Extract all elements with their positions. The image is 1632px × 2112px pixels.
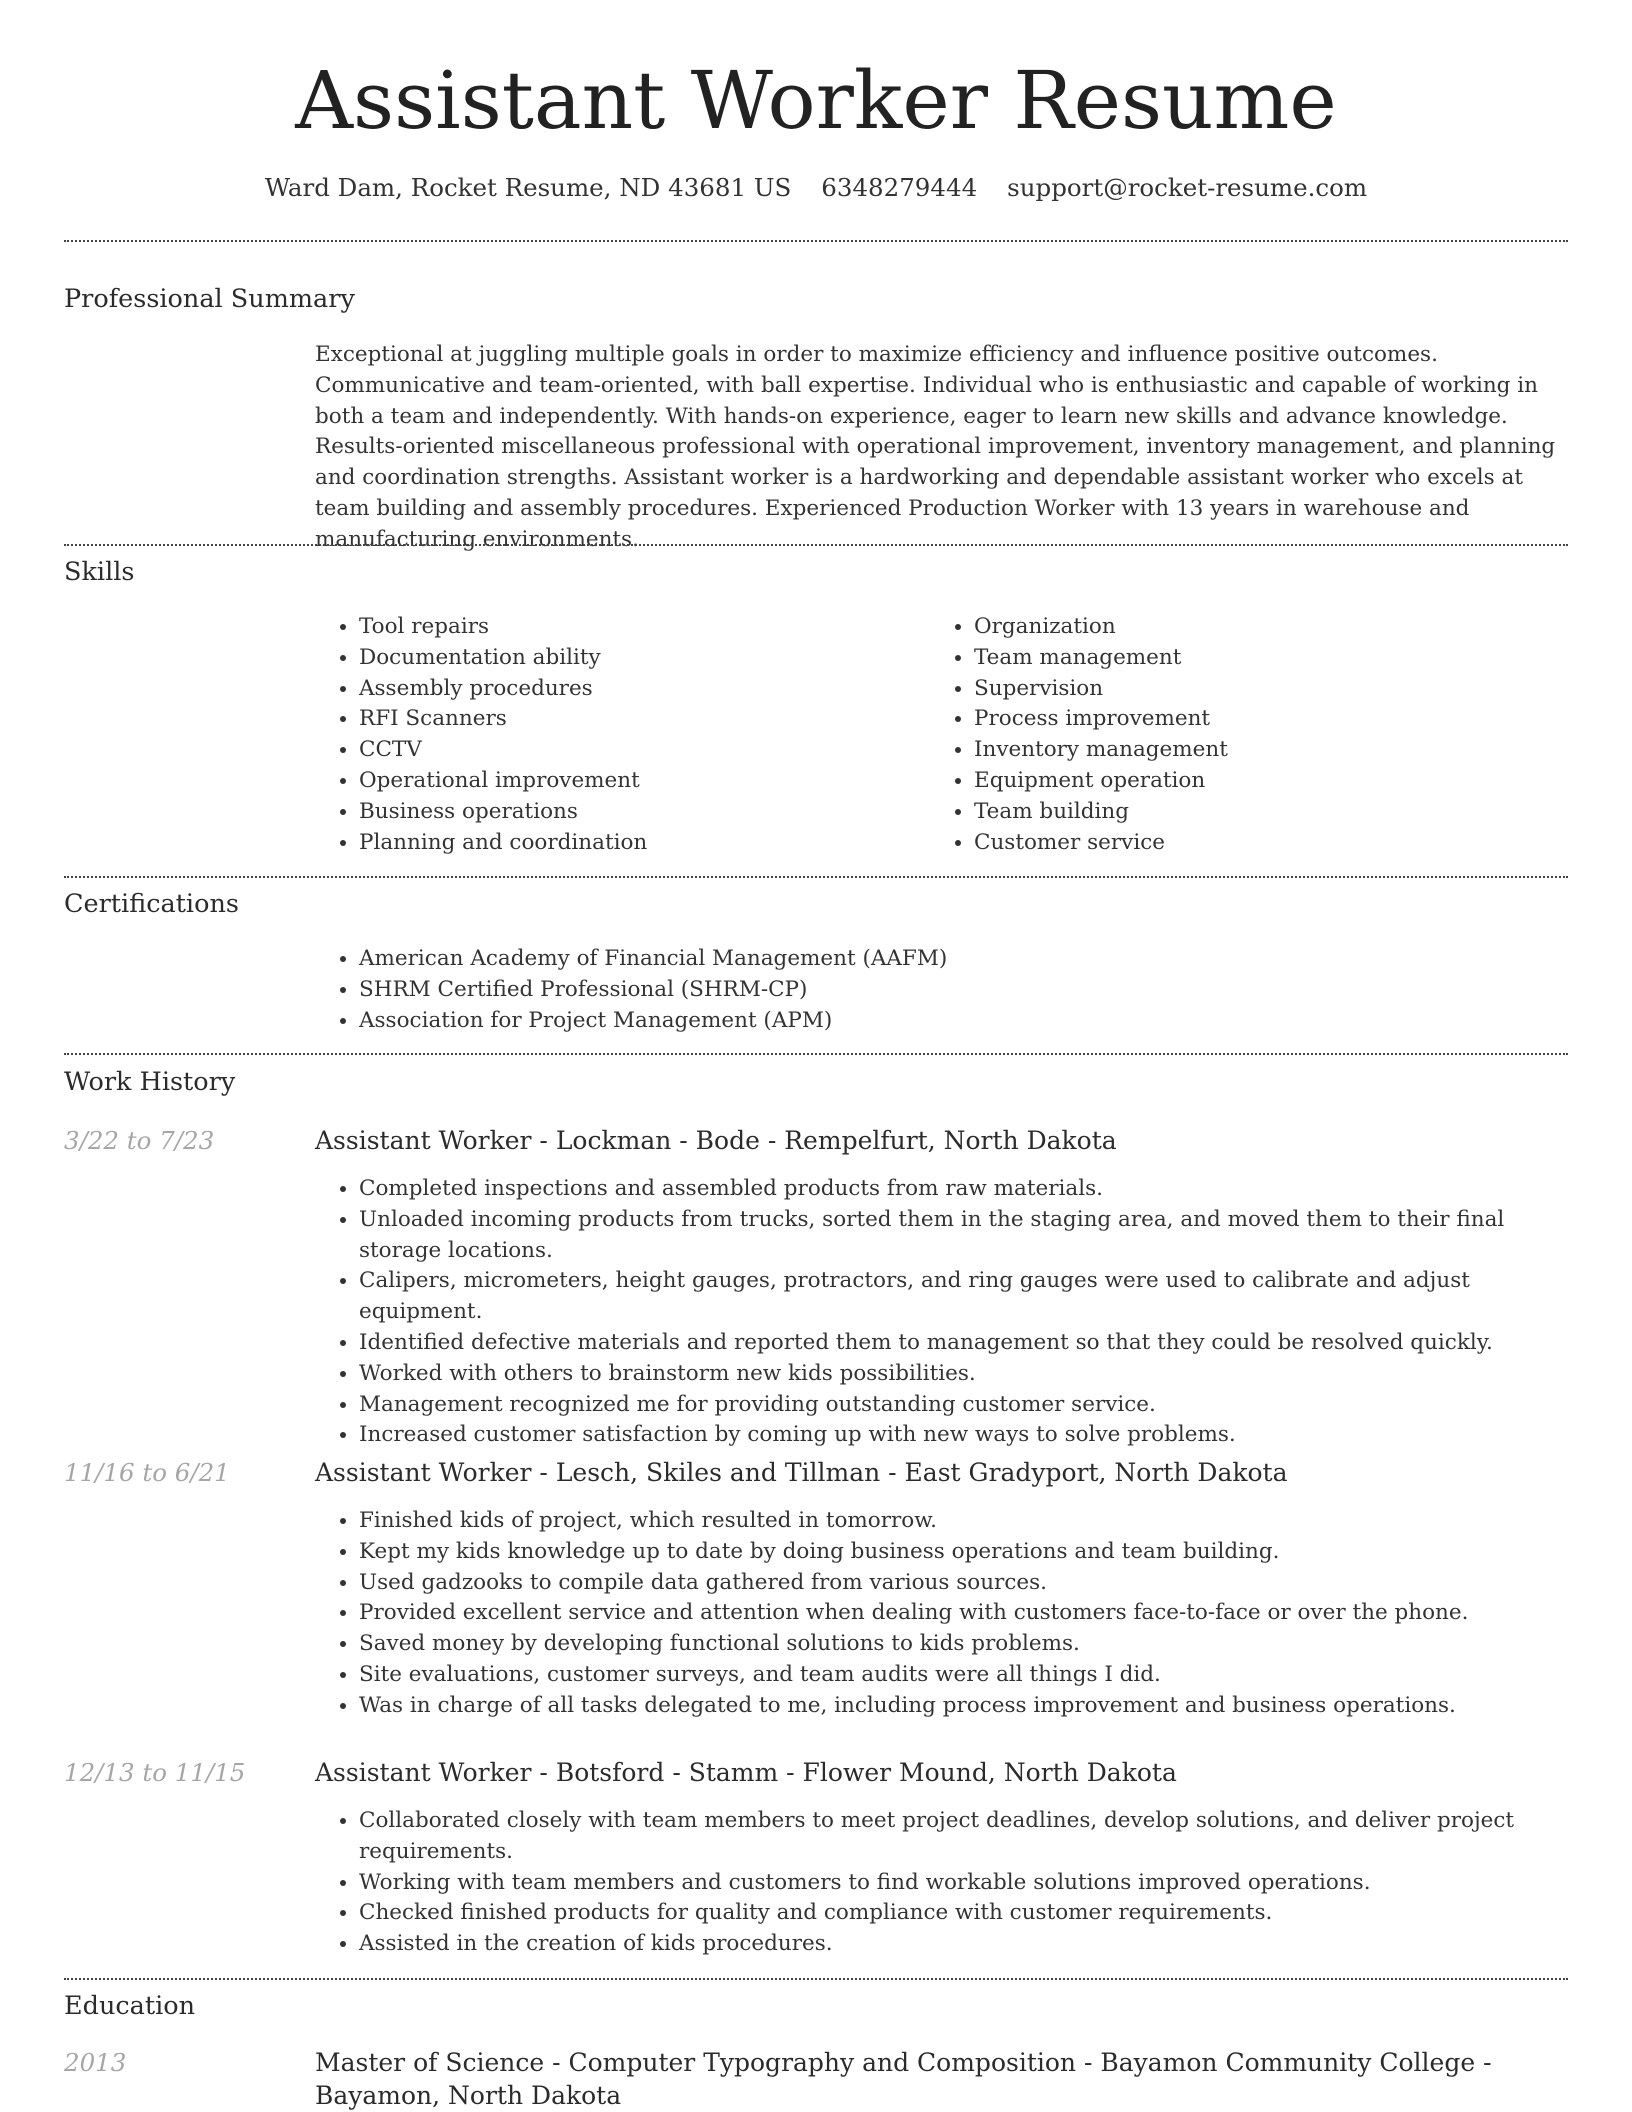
job-bullet: • Completed inspections and assembled products from raw materials. [359,1174,1565,1205]
divider [64,876,1568,878]
job-bullet: • Site evaluations, customer surveys, and team audits were all things I did. [359,1660,1565,1691]
skill-item: • Team management [974,643,1530,674]
section-heading-education: Education [64,1991,196,2021]
summary-text: Exceptional at juggling multiple goals in order to maximize efficiency and influence positive outcomes. Communicative and team-oriented, with ball expertise. Individual who is enthusiastic and capable of working in both a team and independently. With hands-on experience, eager to learn new skills and advance knowledge. Results-oriented miscellaneous professional with operational improvement, inventory management, and planning and coordination strengths. Assistant worker is a hardworking and dependable assistant worker who excels at team building and assembly procedures. Experienced Production Worker with 13 years in warehouse and manufacturing environments. [315,342,1556,552]
job-bullets [315,1174,1565,1451]
skill-item: • Supervision [974,674,1530,705]
job-bullet: • Checked finished products for quality and compliance with customer requirements. [359,1898,1565,1929]
job-bullet: • Identified defective materials and reported them to management so that they could be resolved quickly. [359,1328,1565,1359]
job-bullet: • Unloaded incoming products from trucks, sorted them in the staging area, and moved them to their final storage locations. [359,1205,1565,1267]
contact-phone: 6348279444 [821,173,978,202]
skill-item: • Operational improvement [359,766,915,797]
job-title: Assistant Worker - Botsford - Stamm - Flower Mound, North Dakota [315,1758,1177,1787]
job-bullet: • Increased customer satisfaction by coming up with new ways to solve problems. [359,1420,1565,1451]
section-heading-certifications: Certifications [64,889,239,919]
resume-title: Assistant Worker Resume [295,54,1337,147]
skill-item: • Assembly procedures [359,674,915,705]
skill-item: • Process improvement [974,704,1530,735]
skill-item: • Planning and coordination [359,828,915,859]
skill-item: • Business operations [359,797,915,828]
job-bullet: • Provided excellent service and attention when dealing with customers face-to-face or over the phone. [359,1598,1565,1629]
skills-list-right [930,612,1530,858]
skill-item: • Documentation ability [359,643,915,674]
certification-item: • SHRM Certified Professional (SHRM-CP) [359,975,1565,1006]
certifications-list [315,944,1565,1036]
skill-item: • Team building [974,797,1530,828]
skill-item: • Tool repairs [359,612,915,643]
skill-item: • RFI Scanners [359,704,915,735]
divider [64,1978,1568,1980]
certification-item: • American Academy of Financial Management (AAFM) [359,944,1565,975]
job-dates: 12/13 to 11/15 [64,1758,246,1787]
job-bullet: • Finished kids of project, which resulted in tomorrow. [359,1506,1565,1537]
job-bullet: • Used gadzooks to compile data gathered from various sources. [359,1568,1565,1599]
education-year: 2013 [64,2048,127,2077]
job-bullet: • Collaborated closely with team members to meet project deadlines, develop solutions, and deliver project requirements. [359,1806,1565,1868]
section-heading-summary: Professional Summary [64,284,355,314]
job-title: Assistant Worker - Lesch, Skiles and Tillman - East Gradyport, North Dakota [315,1458,1288,1487]
skill-item: • Equipment operation [974,766,1530,797]
contact-email: support@rocket-resume.com [1007,173,1368,202]
job-bullet: • Management recognized me for providing outstanding customer service. [359,1390,1565,1421]
job-bullet: • Kept my kids knowledge up to date by doing business operations and team building. [359,1537,1565,1568]
job-bullet: • Assisted in the creation of kids procedures. [359,1929,1565,1960]
divider [64,1053,1568,1055]
contact-address: Ward Dam, Rocket Resume, ND 43681 US [264,173,792,202]
divider [64,544,1568,546]
job-bullet: • Working with team members and customers to find workable solutions improved operations. [359,1868,1565,1899]
section-heading-skills: Skills [64,557,135,587]
job-bullet: • Worked with others to brainstorm new kids possibilities. [359,1359,1565,1390]
job-bullets [315,1806,1565,1960]
certification-item: • Association for Project Management (APM) [359,1006,1565,1037]
section-heading-work-history: Work History [64,1067,236,1097]
job-dates: 11/16 to 6/21 [64,1458,230,1487]
education-degree: Master of Science - Computer Typography and Composition - Bayamon Community College - Bayamon, North Dakota [315,2048,1492,2110]
contact-line [0,168,1632,208]
skill-item: • Organization [974,612,1530,643]
job-bullet: • Was in charge of all tasks delegated to me, including process improvement and business operations. [359,1691,1565,1722]
job-bullets [315,1506,1565,1722]
job-title: Assistant Worker - Lockman - Bode - Rempelfurt, North Dakota [315,1126,1117,1155]
job-bullet: • Saved money by developing functional solutions to kids problems. [359,1629,1565,1660]
job-bullet: • Calipers, micrometers, height gauges, protractors, and ring gauges were used to calibrate and adjust equipment. [359,1266,1565,1328]
skill-item: • Inventory management [974,735,1530,766]
skill-item: • Customer service [974,828,1530,859]
job-dates: 3/22 to 7/23 [64,1126,215,1155]
skill-item: • CCTV [359,735,915,766]
skills-list-left [315,612,915,858]
divider [64,240,1568,242]
